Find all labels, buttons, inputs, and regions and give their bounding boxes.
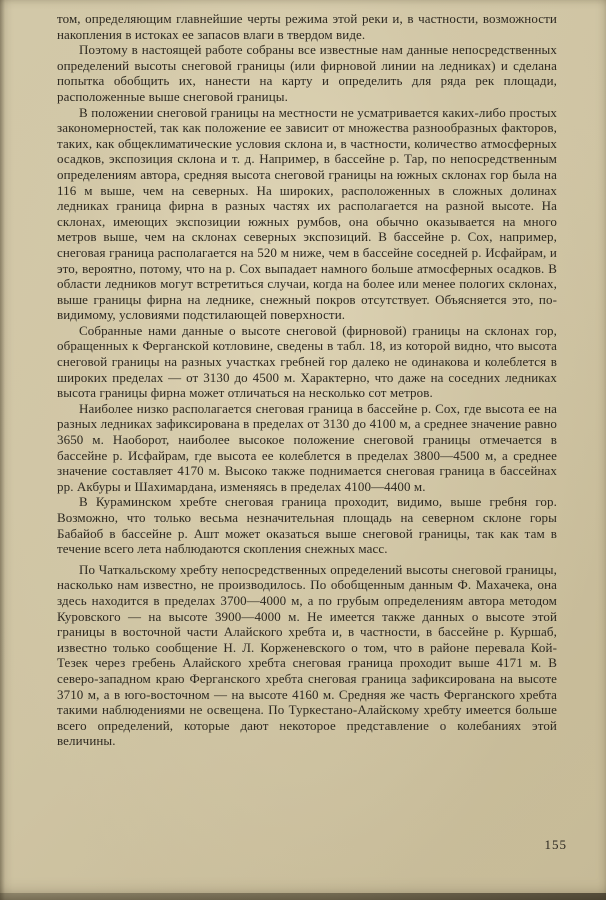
page-number: 155 [544,837,567,852]
paragraph: В положении снеговой границы на местности не усматривается каких-либо простых закономерностей, так как положение ее зависит от множества разнообразных факторов, таких, как общеклиматические условия склона и, в частности, количество атмосферных осадков, экспозиция склона и т. д. Например, в бассейне р. Тар, по непосредственным определениям автора, средняя высота снеговой границы на южных склонах гор была на 116 м выше, чем на северных. На широких, расположенных в сложных долинах ледниках граница фирна в разных частях их располагается на разной высоте. На склонах, имеющих экспозиции южных румбов, она обычно оказывается на много метров выше, чем на склонах северных экспозиций. В бассейне р. Сох, например, снеговая граница располагается на 520 м ниже, чем в бассейне соседней р. Исфайрам, и это, вероятно, потому, что на р. Сох выпадает намного больше атмосферных осадков. В области ледников могут встретиться случаи, когда на более или менее пологих склонах, выше границы фирна на леднике, снежный покров отсутствует. Объясняется это, по-видимому, условиями подстилающей поверхности. [57,104,557,323]
paragraph: Наиболее низко располагается снеговая граница в бассейне р. Сох, где высота ее на разных ледниках зафиксирована в пределах от 3130 до 4100 м, а среднее значение равно 3650 м. Наоборот, наиболее высокое положение снеговой границы отмечается в бассейне р. Исфайрам, где высота ее колеблется в пределах 3800—4500 м, а среднее значение составляет 4170 м. Высоко также поднимается снеговая граница в бассейнах рр. Акбуры и Шахимардана, изменяясь в пределах 4100—4400 м. [57,400,557,494]
scan-edge-shadow-bottom [0,893,606,900]
paragraph: В Кураминском хребте снеговая граница проходит, видимо, выше гребня гор. Возможно, что только весьма незначительная площадь на северном склоне горы Бабайоб в бассейне р. Ашт может оказаться выше снеговой границы, так как там в течение всего лета наблюдаются скопления снежных масс. [57,494,557,557]
paragraph-continuation: том, определяющим главнейшие черты режима этой реки и, в частности, возможности накопления в истоках ее запасов влаги в твердом виде. [57,11,557,42]
body-text-block [57,11,557,749]
scan-edge-shadow-left [0,0,5,900]
paragraph: По Чаткальскому хребту непосредственных определений высоты снеговой границы, насколько нам известно, не производилось. По обобщенным данным Ф. Махачека, она здесь находится в пределах 3700—4000 м, а по грубым определениям автора методом Куровского — на высоте 3900—4000 м. Не имеется также данных о высоте этой границы в восточной части Алайского хребта и, в частности, в бассейне р. Куршаб, известно только сообщение Н. Л. Корженевского о том, что в районе перевала Кой-Тезек через гребень Алайского хребта снеговая граница проходит выше 4171 м. В северо-западном краю Ферганского хребта снеговая граница зафиксирована на высоте 3710 м, а в юго-восточном — на высоте 4160 м. Средняя же часть Ферганского хребта такими наблюдениями не освещена. По Туркестано-Алайскому хребту имеется больше всего определений, которые дают некоторое представление о колебаниях этой величины. [57,561,557,749]
paragraph: Собранные нами данные о высоте снеговой (фирновой) границы на склонах гор, обращенных к Ферганской котловине, сведены в табл. 18, из которой видно, что высота снеговой границы на разных участках гребней гор далеко не одинакова и колеблется в широких пределах — от 3130 до 4500 м. Характерно, что даже на соседних ледниках высота границы фирна может отличаться на несколько сот метров. [57,322,557,401]
paragraph: Поэтому в настоящей работе собраны все известные нам данные непосредственных определений высоты снеговой границы (или фирновой линии на ледниках) и сделана попытка обобщить их, нанести на карту и определить для ряда рек площади, расположенные выше снеговой границы. [57,42,557,104]
